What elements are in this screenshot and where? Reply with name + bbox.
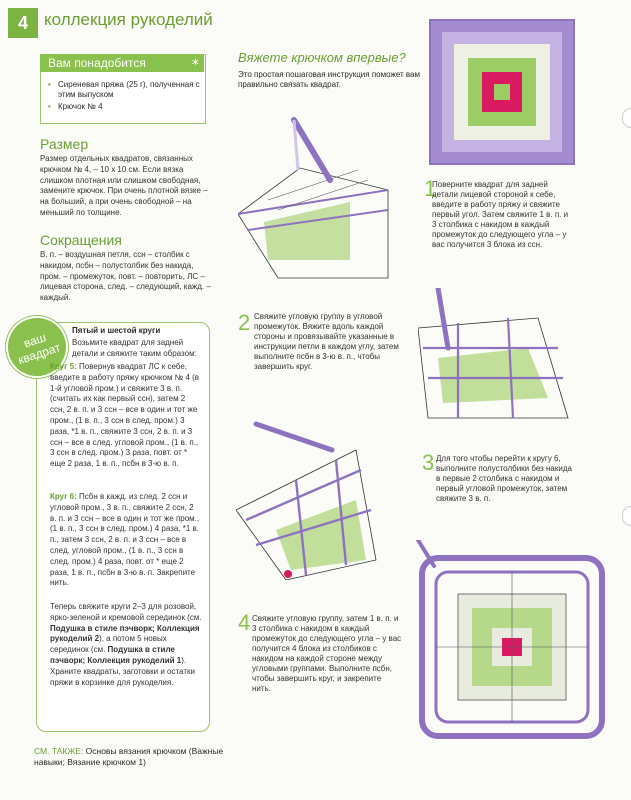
binder-hole	[622, 506, 631, 526]
step-2-text: Свяжите угловую группу в угловой промежуток. Вяжите вдоль каждой стороны и провязывайте указанные в инструкции петли в каждом углу, затем выполните псбн в 3-ю в. п., чтобы завершить круг.	[254, 312, 399, 371]
step-4-number: 4	[238, 610, 251, 635]
instructions-outro	[50, 602, 202, 688]
abbreviations-title: Сокращения	[40, 232, 122, 248]
page-number: 4	[8, 8, 38, 38]
outro-text-2: ), а потом 5 новых серединок (см.	[50, 634, 167, 655]
materials-title-text: Вам понадобится	[48, 56, 146, 70]
step-4-diagram	[414, 540, 610, 740]
instructions-intro: Возьмите квадрат для задней детали и свяжите таким образом:	[72, 338, 197, 358]
materials-item: • Крючок № 4	[48, 102, 208, 112]
first-time-text: Это простая пошаговая инструкция поможет вам правильно связать квадрат.	[238, 70, 420, 89]
see-also-text: Основы вязания крючком (Важные навыки; Вязание крючком 1)	[34, 746, 224, 767]
abbreviations-text: В. п. – воздушная петля, ссн – столбик с накидом, псбн – полустолбик без накида, пром. – промежуток, повт. – повторить, ЛС – лицевая сторона, след. – следующий, кажд. – каждый.	[40, 250, 211, 303]
step-2-diagram	[418, 288, 578, 428]
size-title: Размер	[40, 136, 89, 152]
step-2-number: 2	[238, 310, 251, 335]
granny-square-photo	[428, 18, 576, 166]
step-4-text: Свяжите угловую группу, затем 1 в. п. и 3 столбика с накидом в каждый промежуток до следующего угла – у вас получится 4 блока из столбиков с накидом на каждой стороне между угловыми группами. Выполните псбн, чтобы завершить круг, и закрепите нить.	[252, 614, 402, 693]
round-6-body: Псбн в кажд. из след. 2 ссн и угловой пром., 3 в. п., свяжите 2 ссн, 2 в. п. и 3 ссн – все в один и тот же пром., (1 в. п., 3 ссн в след. пром.) 4 раза, *1 в. п., затем 3 ссн, 2 в. п. и 3 ссн – все в след. угловой пром., (1 в. п., 3 ссн в след. пром.) 4 раза, повт. от * еще 2 раза, 1 в. п., псбн в 3-ю в. п. Закрепите нить.	[50, 492, 200, 588]
materials-title	[40, 54, 204, 72]
step-1-text: Поверните квадрат для задней детали лицевой стороной к себе, введите в работу пряжу и свяжите первый угол. Затем свяжите 1 в. п. и 3 столбика с накидом в каждый промежуток до следующего угла – у вас получится 3 блока из ссн.	[432, 180, 569, 249]
page-header-title: коллекция рукоделий	[44, 10, 213, 29]
first-time-title: Вяжете крючком впервые?	[238, 50, 406, 65]
round-6-label: Круг 6:	[50, 492, 77, 501]
outro-ref-1: Подушка в стиле пэчворк; Коллекция рукоделий 2	[50, 623, 200, 644]
round-5-text	[50, 362, 200, 470]
binder-hole	[622, 108, 631, 128]
outro-ref-2: Подушка в стиле пэчворк; Коллекция рукоделий 1	[50, 645, 182, 665]
badge-text: ваш квадрат	[16, 330, 63, 368]
see-also-label: СМ. ТАКЖЕ:	[34, 746, 84, 756]
size-text: Размер отдельных квадратов, связанных крючком № 4, – 10 х 10 см. Если вязка слишком плотная или слишком свободная, замените крючок. При очень плотной вязке – на больший, а при очень свободной – на меньший по толщине.	[40, 154, 208, 217]
materials-item: • Сиреневая пряжа (25 г), полученная с этим выпуском	[48, 80, 208, 100]
instructions-title: Пятый и шестой круги	[72, 326, 161, 335]
step-3-number: 3	[422, 450, 435, 475]
round-5-body: Повернув квадрат ЛС к себе, введите в работу пряжу крючком № 4 (в 1-й угловой пром.) и свяжите 3 в. п. (считать их как первый ссн), затем 2 ссн, 2 в. п. и 3 ссн – все в один и тот же пром., (1 в. п., 3 ссн в след. пром.) 3 раза, *1 в. п., свяжите 3 ссн, 2 в. п. и 3 ссн – все в след. угловой пром., (1 в. п., 3 ссн в след. пром.) 3 раза, повт. от * еще 2 раза, 1 в. п., псбн в 3-ю в. п.	[50, 362, 200, 469]
step-3-diagram	[236, 410, 404, 580]
outro-text-3: ). Храните квадраты, заготовки и остатки пряжи в корзинке для рукоделия.	[50, 655, 195, 687]
step-3-text: Для того чтобы перейти к кругу 6, выполните полустолбики без накида в первые 2 столбика с накидом и первый угловой промежуток, затем свяжите 3 в. п.	[436, 454, 572, 503]
round-5-label: Круг 5:	[50, 362, 77, 371]
star-icon: ✶	[190, 57, 200, 69]
step-1-number: 1	[424, 176, 437, 201]
round-6-text	[50, 492, 200, 589]
step-1-diagram	[238, 110, 404, 280]
outro-text-1: Теперь свяжите круги 2–3 для розовой, ярко-зеленой и кремовой серединок (см.	[50, 602, 202, 622]
see-also	[34, 746, 254, 768]
